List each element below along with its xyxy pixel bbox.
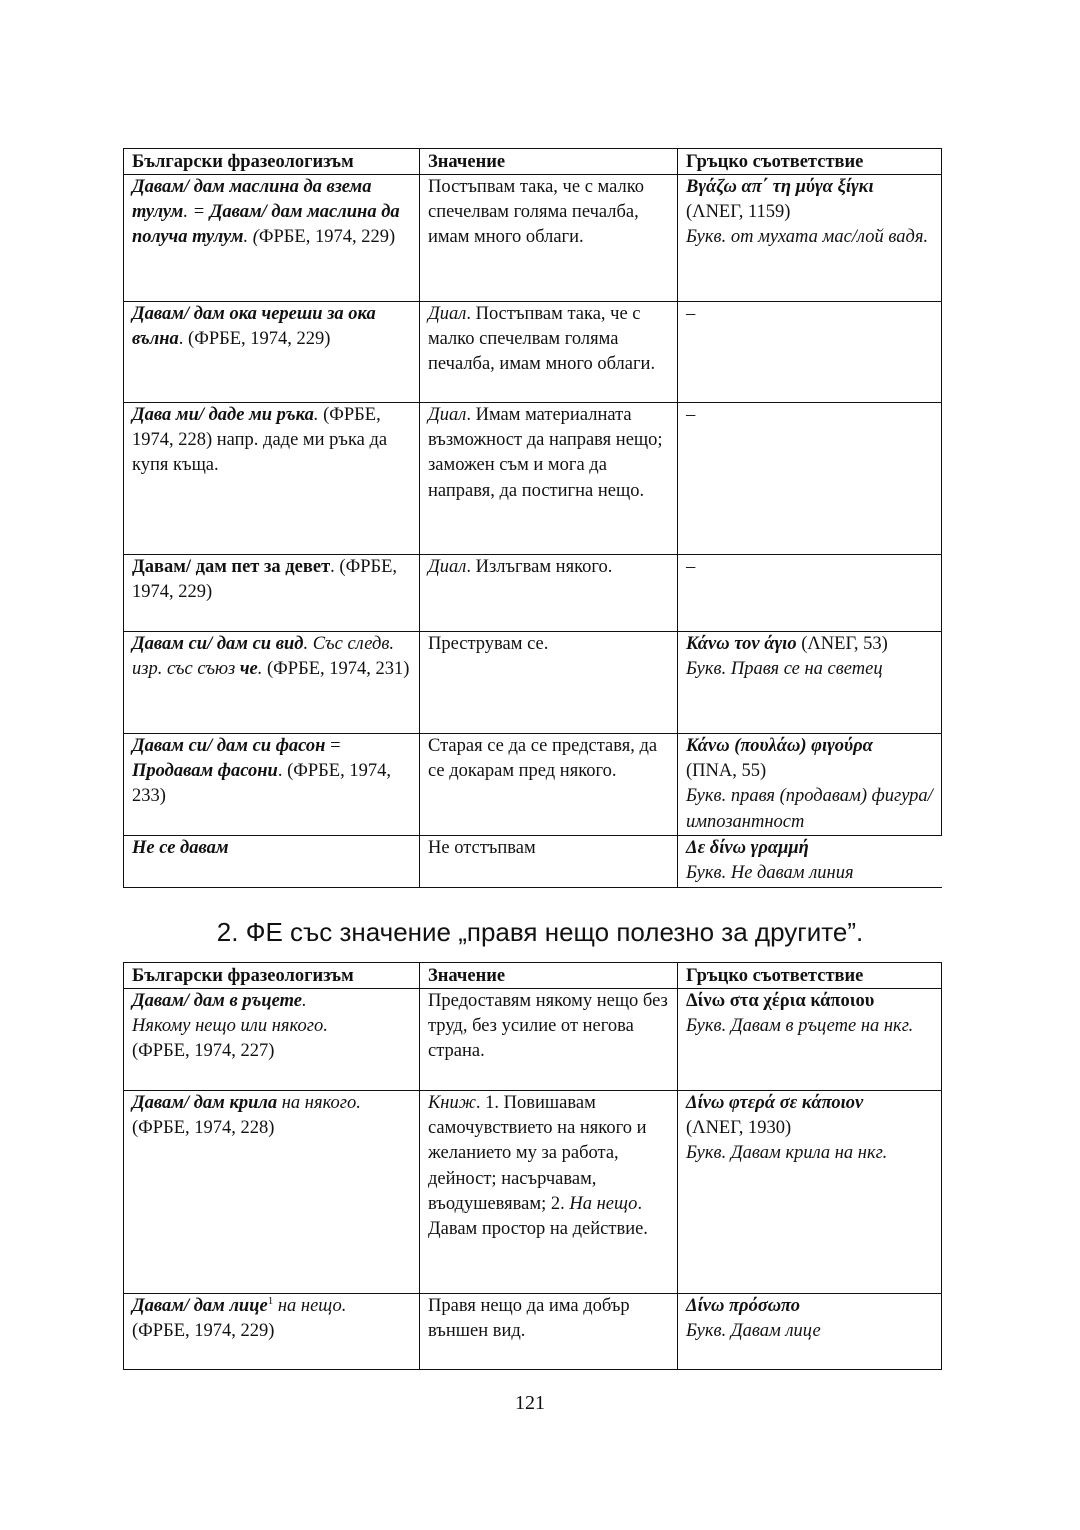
greek-equivalent-cell: – <box>678 403 942 555</box>
column-header-greek: Гръцко съответствие <box>678 149 942 175</box>
bulgarian-idiom-cell: Давам/ дам в ръцете. Някому нещо или някого. (ФРБЕ, 1974, 227) <box>124 989 420 1091</box>
bulgarian-idiom-cell: Давам/ дам пет за девет. (ФРБЕ, 1974, 229) <box>124 555 420 632</box>
meaning-cell: Диал. Излъгвам някого. <box>420 555 678 632</box>
greek-equivalent-cell: Δίνω πρόσωπο Букв. Давам лице <box>678 1294 942 1370</box>
bulgarian-idiom-cell: Давам/ дам лице$^1$ на нещо. (ФРБЕ, 1974, 229) <box>124 1294 420 1370</box>
table-header-row <box>124 963 942 989</box>
table-row <box>124 632 942 734</box>
column-header-greek: Гръцко съответствие <box>678 963 942 989</box>
column-header-bulgarian: Български фразеологизъм <box>124 963 420 989</box>
greek-equivalent-cell: Δίνω φτερά σε κάποιον (ΛΝΕΓ, 1930) Букв. Давам крила на нкг. <box>678 1091 942 1294</box>
bulgarian-idiom-cell: Давам си/ дам си фасон = Продавам фасони. (ФРБЕ, 1974, 233) <box>124 734 420 836</box>
table-header-row <box>124 149 942 175</box>
page-number: 121 <box>515 1392 545 1414</box>
meaning-cell: Преструвам се. <box>420 632 678 734</box>
table-row <box>124 555 942 632</box>
greek-equivalent-cell: Δε δίνω γραμμή Букв. Не давам линия <box>678 835 942 887</box>
table-row <box>124 835 942 887</box>
greek-equivalent-cell: Κάνω τον άγιο (ΛΝΕΓ, 53) Букв. Правя се на светец <box>678 632 942 734</box>
table-row <box>124 1091 942 1294</box>
meaning-cell: Правя нещо да има добър външен вид. <box>420 1294 678 1370</box>
meaning-cell: Диал. Постъпвам така, че с малко спечелвам голяма печалба, имам много облаги. <box>420 302 678 403</box>
bulgarian-idiom-cell: Давам/ дам маслина да взема тулум. = Давам/ дам маслина да получа тулум. (ФРБЕ, 1974, 229) <box>124 175 420 302</box>
table-row <box>124 403 942 555</box>
meaning-cell: Не отстъпвам <box>420 835 678 887</box>
meaning-cell: Постъпвам така, че с малко спечелвам голяма печалба, имам много облаги. <box>420 175 678 302</box>
column-header-meaning: Значение <box>420 963 678 989</box>
greek-equivalent-cell: Κάνω (πουλάω) φιγούρα (ΠΝΑ, 55) Букв. правя (продавам) фигура/импозантност <box>678 734 942 836</box>
table-row <box>124 989 942 1091</box>
meaning-cell: Старая се да се представя, да се докарам пред някого. <box>420 734 678 836</box>
table-row <box>124 734 942 836</box>
bulgarian-idiom-cell: Давам/ дам крила на някого. (ФРБЕ, 1974, 228) <box>124 1091 420 1294</box>
phraseology-table-2 <box>123 962 942 1370</box>
greek-equivalent-cell: Βγάζω απ΄ τη μύγα ξίγκι (ΛΝΕΓ, 1159) Букв. от мухата мас/лой вадя. <box>678 175 942 302</box>
phraseology-table-1 <box>123 148 942 888</box>
section-heading: 2. ФЕ със значение „правя нещо полезно за другите”. <box>216 917 864 947</box>
column-header-bulgarian: Български фразеологизъм <box>124 149 420 175</box>
bulgarian-idiom-cell: Давам/ дам ока череши за ока вълна. (ФРБЕ, 1974, 229) <box>124 302 420 403</box>
meaning-cell: Диал. Имам материалната възможност да направя нещо; заможен съм и мога да направя, да постигна нещо. <box>420 403 678 555</box>
meaning-cell: Книж. 1. Повишавам самочувствието на някого и желанието му за работа, дейност; насърчавам, въодушевявам; 2. На нещо. Давам простор на действие. <box>420 1091 678 1294</box>
bulgarian-idiom-cell: Дава ми/ даде ми ръка. (ФРБЕ, 1974, 228) напр. даде ми ръка да купя къща. <box>124 403 420 555</box>
bulgarian-idiom-cell: Не се давам <box>124 835 420 887</box>
footnote-marker: 1 <box>267 1294 274 1307</box>
greek-equivalent-cell: Δίνω στα χέρια κάποιου Букв. Давам в ръцете на нкг. <box>678 989 942 1091</box>
table-row <box>124 1294 942 1370</box>
table-row <box>124 175 942 302</box>
greek-equivalent-cell: – <box>678 302 942 403</box>
meaning-cell: Предоставям някому нещо без труд, без усилие от негова страна. <box>420 989 678 1091</box>
column-header-meaning: Значение <box>420 149 678 175</box>
greek-equivalent-cell: – <box>678 555 942 632</box>
table-row <box>124 302 942 403</box>
bulgarian-idiom-cell: Давам си/ дам си вид. Със следв. изр. със съюз че. (ФРБЕ, 1974, 231) <box>124 632 420 734</box>
